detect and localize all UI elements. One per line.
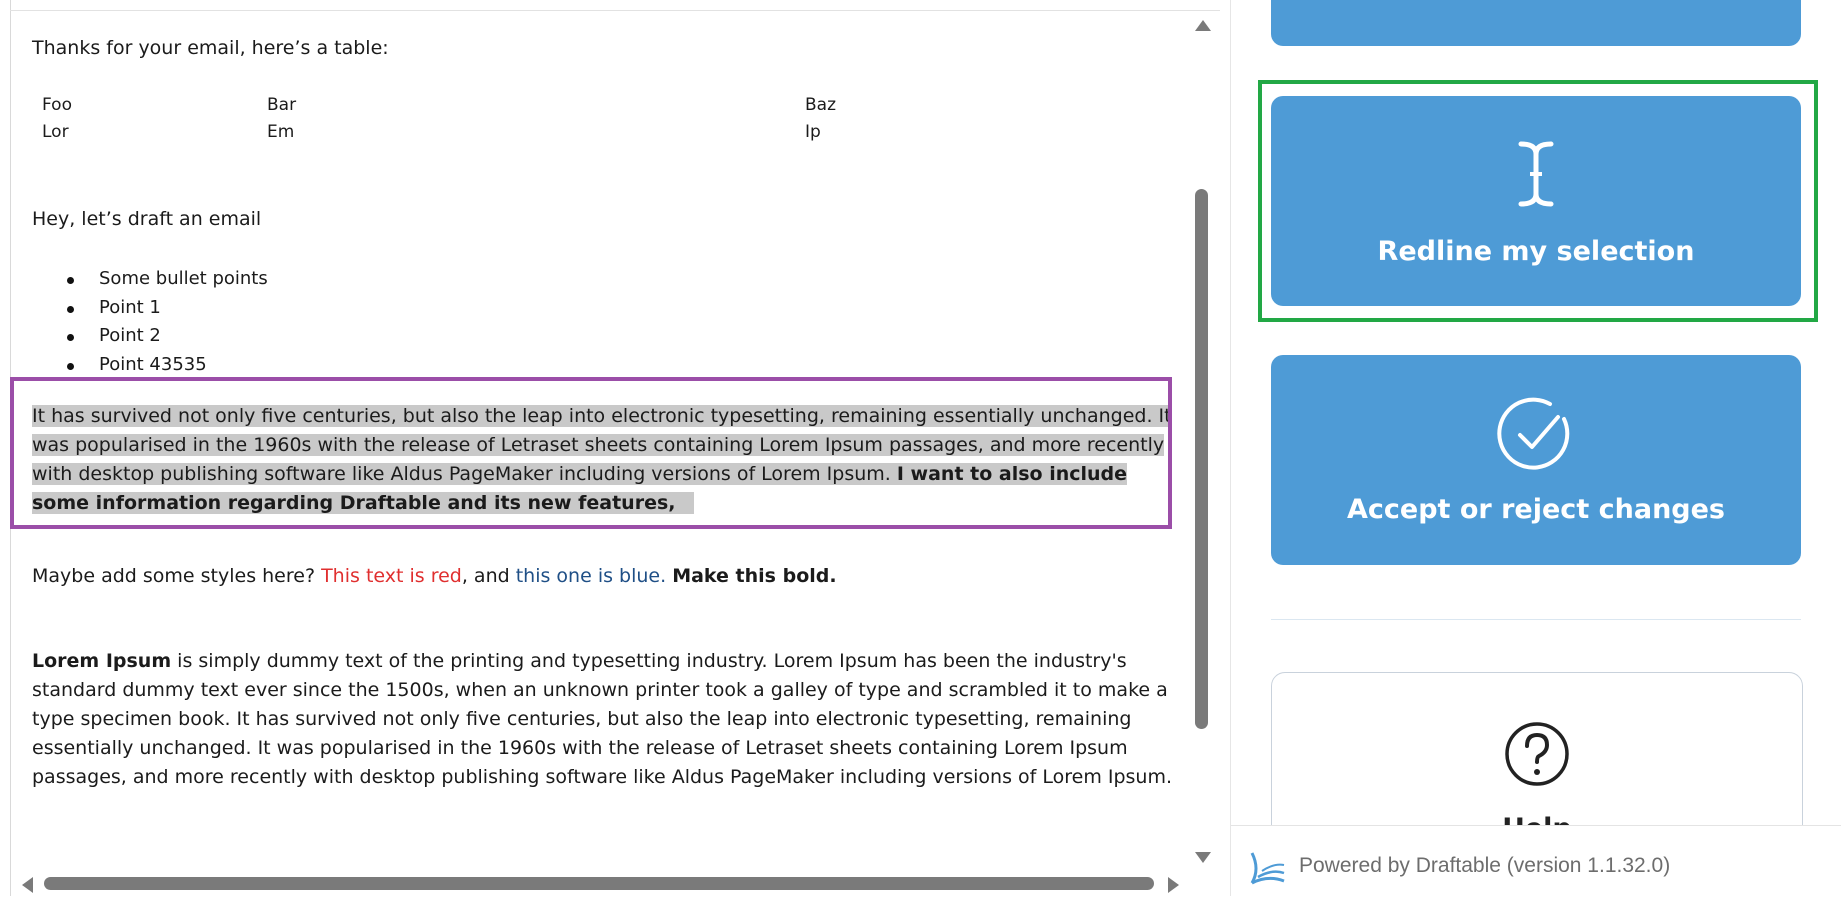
email-table[interactable] (42, 92, 1142, 146)
table-cell[interactable]: Baz (805, 95, 837, 115)
vertical-scrollbar[interactable] (1190, 14, 1214, 872)
intro-paragraph[interactable]: Thanks for your email, here’s a table: (32, 37, 389, 59)
text-cursor-icon (1501, 138, 1571, 210)
vertical-scroll-thumb[interactable] (1195, 189, 1208, 729)
lorem-bold-term[interactable]: Lorem Ipsum (32, 650, 172, 672)
styles-paragraph[interactable] (32, 562, 837, 591)
scroll-left-icon[interactable] (22, 877, 33, 893)
horizontal-scroll-thumb[interactable] (44, 877, 1154, 890)
draft-heading-paragraph[interactable]: Hey, let’s draft an email (32, 208, 262, 230)
list-item[interactable]: Point 1 (32, 294, 268, 323)
scroll-down-icon[interactable] (1195, 852, 1211, 863)
styles-mid-text[interactable]: , and (461, 565, 516, 587)
table-cell[interactable]: Foo (42, 95, 72, 115)
table-cell[interactable]: Bar (267, 95, 297, 115)
question-circle-icon (1504, 721, 1570, 787)
redline-selection-label: Redline my selection (1377, 236, 1695, 267)
accept-reject-label: Accept or reject changes (1347, 494, 1725, 525)
draftable-side-panel (1231, 0, 1841, 896)
bold-text[interactable]: Make this bold. (672, 565, 837, 587)
accept-reject-button[interactable] (1271, 355, 1801, 565)
horizontal-scrollbar[interactable] (18, 873, 1188, 895)
blue-text[interactable]: this one is blue. (515, 565, 667, 587)
table-cell[interactable]: Ip (805, 122, 821, 142)
check-circle-icon (1496, 395, 1576, 475)
selected-text-plain[interactable]: It has survived not only five centuries, but also the leap into electronic typesetting, remaining essentially unchanged. It was popularised in the 1960s with the release of Letraset sheets containing Lorem Ipsum passages, and more recently with desktop publishing software like Aldus PageMaker including versions of Lorem Ipsum. (32, 405, 1172, 485)
table-row (42, 92, 1142, 119)
redline-changes-button[interactable] (1271, 0, 1801, 46)
scroll-right-icon[interactable] (1168, 877, 1179, 893)
redline-selection-button[interactable] (1271, 96, 1801, 306)
table-cell[interactable]: Em (267, 122, 295, 142)
lorem-body-text[interactable]: is simply dummy text of the printing and typesetting industry. Lorem Ipsum has been the industry's standard dummy text ever since the 1500s, when an unknown printer took a galley of type and scrambled it to make a type specimen book. It has survived not only five centuries, but also the leap into electronic typesetting, remaining essentially unchanged. It was popularised in the 1960s with the release of Letraset sheets containing Lorem Ipsum passages, and more recently with desktop publishing software like Aldus PageMaker including versions of Lorem Ipsum. (32, 650, 1173, 788)
red-text[interactable]: This text is red (321, 565, 462, 587)
selection-highlight-box (10, 377, 1172, 529)
selected-text-bold[interactable]: I want to also include some information regarding Draftable and its new features, (32, 463, 1128, 514)
styles-prefix-text[interactable]: Maybe add some styles here? (32, 565, 322, 587)
powered-by-text[interactable]: Powered by Draftable (version 1.1.32.0) (1299, 854, 1671, 877)
lorem-paragraph[interactable] (32, 647, 1182, 792)
table-row (42, 119, 1142, 146)
panel-divider (1271, 619, 1801, 620)
bullet-list (32, 265, 268, 379)
list-item[interactable]: Some bullet points (32, 265, 268, 294)
table-cell[interactable]: Lor (42, 122, 69, 142)
panel-footer (1231, 825, 1841, 897)
list-item[interactable]: Point 43535 (32, 351, 268, 380)
list-item[interactable]: Point 2 (32, 322, 268, 351)
draftable-logo-icon (1248, 847, 1288, 887)
scroll-up-icon[interactable] (1195, 20, 1211, 31)
pane-top-border (10, 10, 1220, 11)
